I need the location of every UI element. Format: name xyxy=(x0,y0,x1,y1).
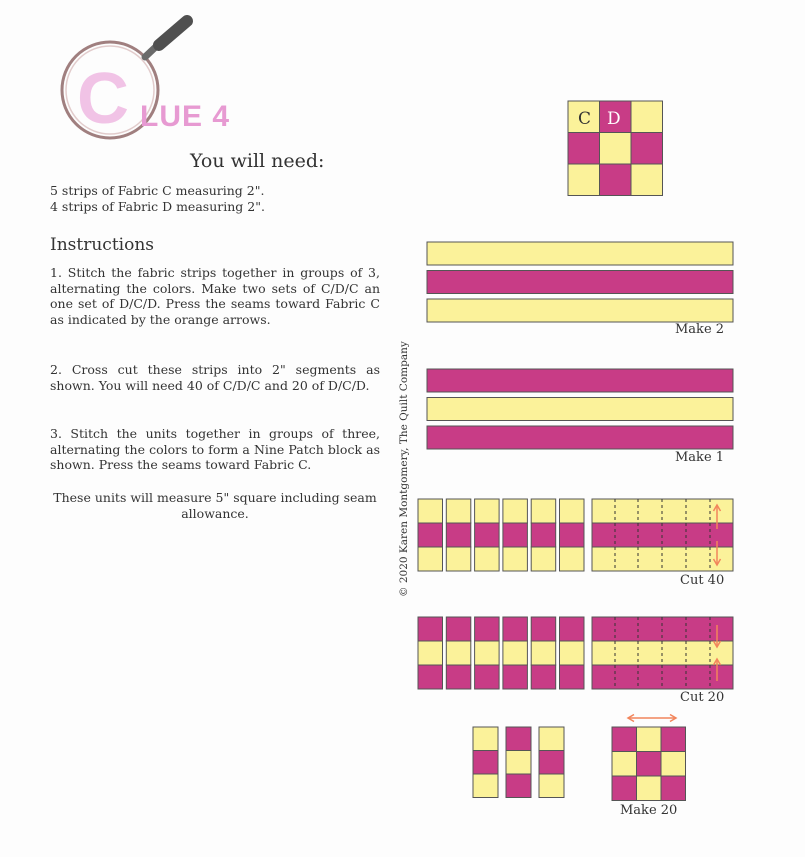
nine-patch-square xyxy=(612,752,637,777)
clue-title: LUE 4 xyxy=(140,100,231,133)
cut-segment-patch xyxy=(418,547,443,571)
nine-patch-square xyxy=(568,133,600,165)
copyright-notice: © 2020 Karen Montgomery, The Quilt Company xyxy=(398,341,410,597)
unit-patch xyxy=(506,751,531,775)
cut-segment-patch xyxy=(503,499,528,523)
caption-cut-20: Cut 20 xyxy=(680,690,725,705)
fabric-strip xyxy=(427,299,733,322)
cut-segment-patch xyxy=(475,547,500,571)
cut-segment-patch xyxy=(446,499,471,523)
cut-segment-patch xyxy=(446,665,471,689)
caption-make-1: Make 1 xyxy=(675,450,725,465)
cut-segment-patch xyxy=(475,641,500,665)
unit-patch xyxy=(539,727,564,751)
strip-set-cdc xyxy=(427,242,733,322)
cut-segment-patch xyxy=(531,665,556,689)
cut-segment-patch xyxy=(531,641,556,665)
nine-patch-square xyxy=(637,752,662,777)
fabric-strip xyxy=(427,398,733,421)
nine-patch-square xyxy=(661,752,686,777)
instruction-step-2: 2. Cross cut these strips into 2" segments as shown. You will need 40 of C/D/C and 20 of D/C/D. xyxy=(50,362,380,393)
cut-segments-dcd xyxy=(418,617,733,689)
nine-patch-square xyxy=(568,164,600,196)
instruction-step-1: 1. Stitch the fabric strips together in groups of 3, alternating the colors. Make two sets of C/D/C an one set of D/C/D. Press the seams toward Fabric C as indicated by the orange arrows. xyxy=(50,265,380,327)
cut-segment-patch xyxy=(503,617,528,641)
cut-segment-patch xyxy=(446,641,471,665)
cut-segment-patch xyxy=(560,547,585,571)
cut-segment-patch xyxy=(503,641,528,665)
block-label-c: C xyxy=(578,109,592,129)
unit-patch xyxy=(506,774,531,798)
nine-patch-square xyxy=(600,133,632,165)
cut-segment-patch xyxy=(446,523,471,547)
nine-patch-square xyxy=(600,164,632,196)
nine-patch-square xyxy=(631,133,663,165)
fabric-strip xyxy=(427,426,733,449)
fabric-strip xyxy=(427,369,733,392)
cut-segment-patch xyxy=(475,665,500,689)
nine-patch-square xyxy=(637,727,662,752)
instruction-step-3: 3. Stitch the units together in groups of three, alternating the colors to form a Nine Patch block as shown. Press the seams toward Fabric C. xyxy=(50,426,380,473)
caption-make-20: Make 20 xyxy=(620,803,678,818)
cut-segment-patch xyxy=(475,499,500,523)
nine-patch-square xyxy=(637,776,662,801)
cut-segment-patch xyxy=(418,523,443,547)
cut-segment-patch xyxy=(560,665,585,689)
unit-patch xyxy=(473,774,498,798)
cut-segment-patch xyxy=(475,617,500,641)
instructions-heading: Instructions xyxy=(50,235,154,255)
unit-patch xyxy=(539,751,564,775)
cut-segment-patch xyxy=(503,547,528,571)
need-item: 4 strips of Fabric D measuring 2". xyxy=(50,199,265,214)
cut-segment-patch xyxy=(531,523,556,547)
fabric-strip xyxy=(427,271,733,294)
cut-segment-patch xyxy=(560,617,585,641)
unit-patch xyxy=(473,751,498,775)
nine-patch-assembly xyxy=(473,715,686,801)
cut-segment-patch xyxy=(503,523,528,547)
cut-segment-patch xyxy=(446,617,471,641)
unit-patch xyxy=(539,774,564,798)
clue-initial: C xyxy=(77,59,129,139)
need-item: 5 strips of Fabric C measuring 2". xyxy=(50,183,265,198)
nine-patch-square xyxy=(612,727,637,752)
cut-segment-patch xyxy=(418,665,443,689)
unit-patch xyxy=(473,727,498,751)
nine-patch-square xyxy=(631,164,663,196)
cut-segment-patch xyxy=(560,499,585,523)
cut-segment-patch xyxy=(531,547,556,571)
fabric-strip xyxy=(427,242,733,265)
nine-patch-square xyxy=(612,776,637,801)
cut-segment-patch xyxy=(531,499,556,523)
caption-make-2: Make 2 xyxy=(675,322,725,337)
cut-segment-patch xyxy=(560,523,585,547)
cut-segment-patch xyxy=(418,499,443,523)
cut-segment-patch xyxy=(560,641,585,665)
nine-patch-square xyxy=(661,727,686,752)
caption-cut-40: Cut 40 xyxy=(680,573,725,588)
cut-segment-patch xyxy=(503,665,528,689)
unit-patch xyxy=(506,727,531,751)
cut-segment-patch xyxy=(418,617,443,641)
strip-set-dcd xyxy=(427,369,733,449)
cut-segments-cdc xyxy=(418,499,733,571)
cut-segment-patch xyxy=(475,523,500,547)
nine-patch-square xyxy=(631,101,663,133)
measurement-note: These units will measure 5" square including seam allowance. xyxy=(53,490,377,521)
you-will-need-heading: You will need: xyxy=(190,150,325,172)
block-label-d: D xyxy=(607,109,621,129)
nine-patch-square xyxy=(661,776,686,801)
cut-segment-patch xyxy=(446,547,471,571)
cut-segment-patch xyxy=(418,641,443,665)
cut-segment-patch xyxy=(531,617,556,641)
